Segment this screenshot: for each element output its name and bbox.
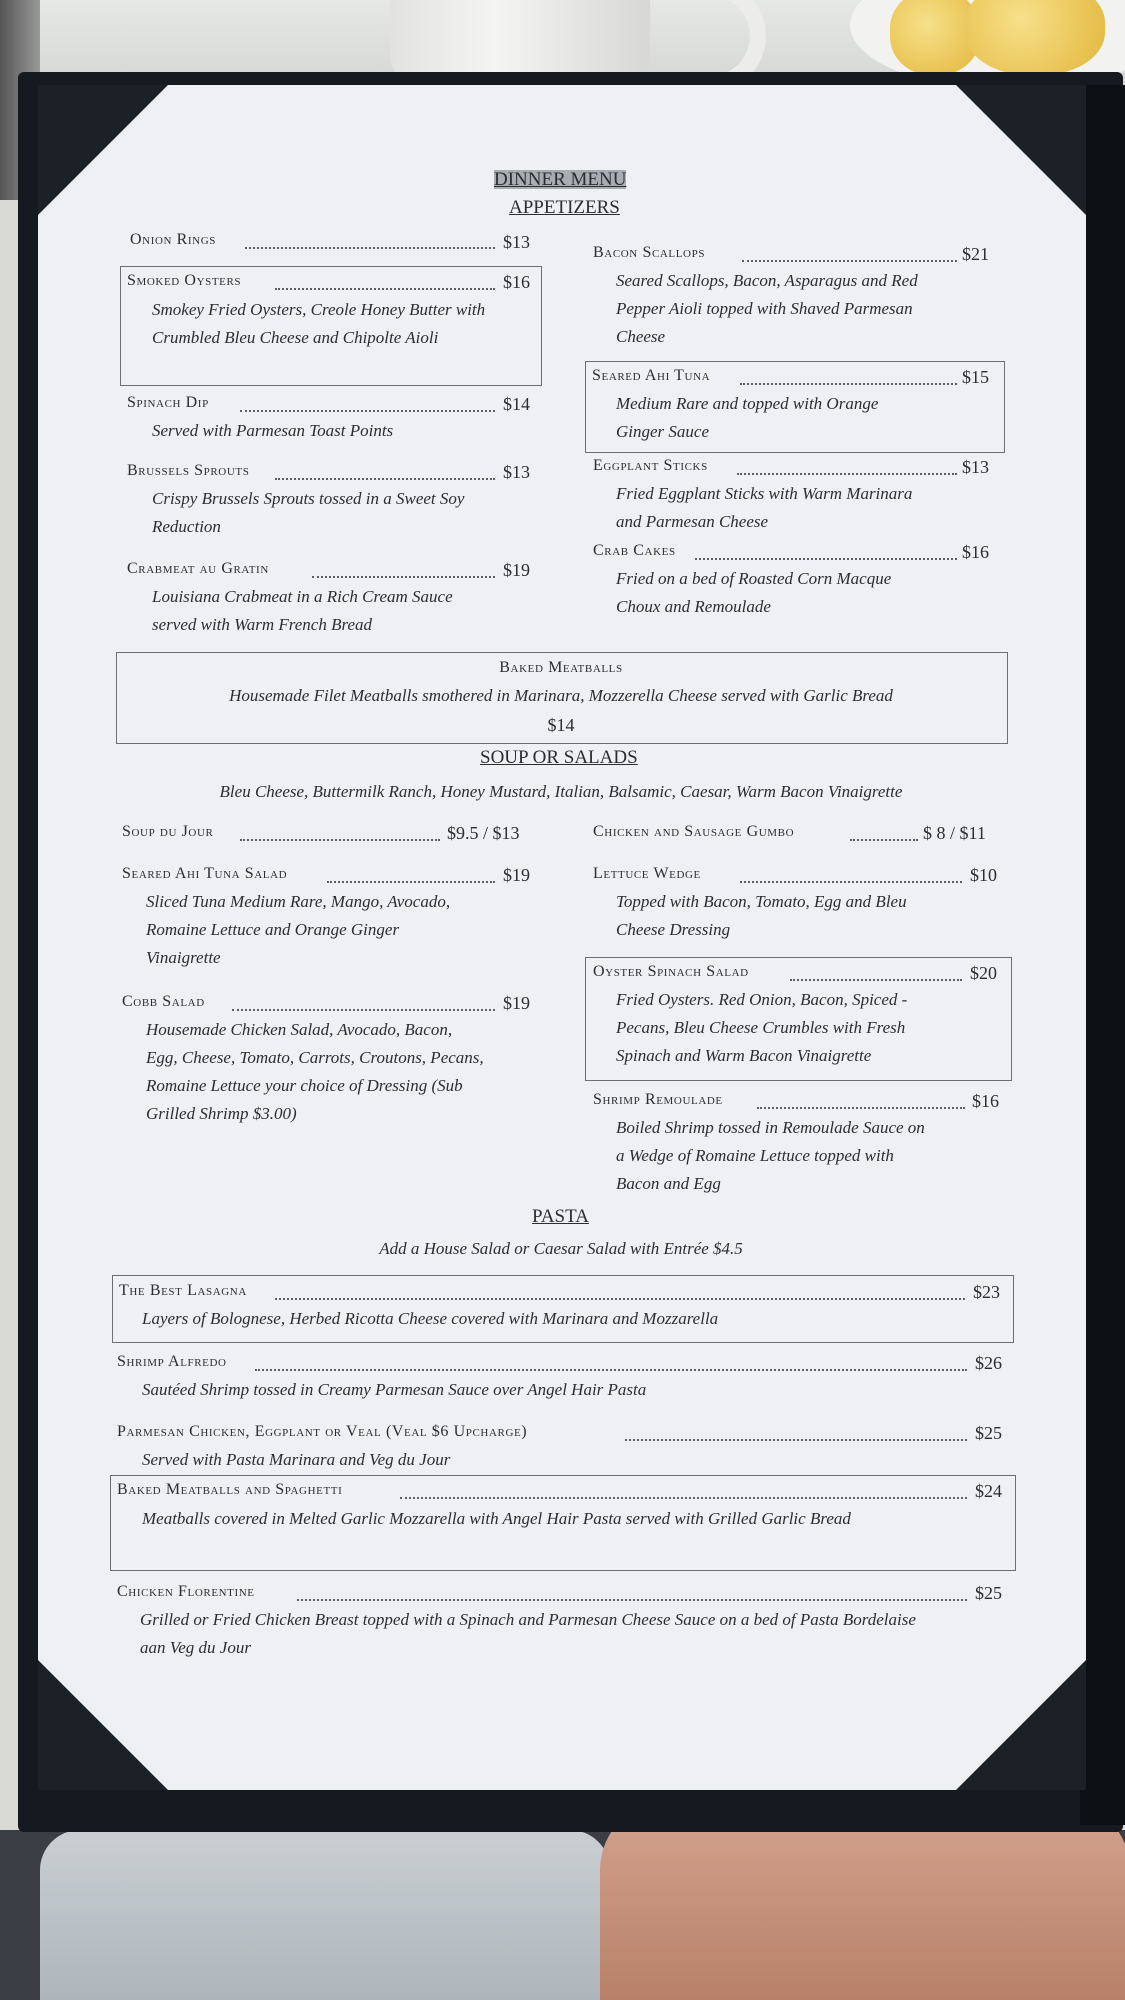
item-seared-ahi-tuna-desc: Medium Rare and topped with Orange Ginger Sauce (616, 394, 879, 441)
item-meatballs-spaghetti-desc: Meatballs covered in Melted Garlic Mozzarella with Angel Hair Pasta served with Grilled Garlic Bread (142, 1509, 851, 1528)
item-brussels-sprouts-desc: Crispy Brussels Sprouts tossed in a Sweet Soy Reduction (152, 489, 465, 536)
item-crab-cakes-name: Crab Cakes (593, 542, 676, 559)
item-lasagna-price: $23 (973, 1282, 1000, 1302)
item-seared-ahi-tuna-price: $15 (962, 367, 989, 387)
item-crab-cakes-desc: Fried on a bed of Roasted Corn Macque Choux and Remoulade (616, 569, 892, 616)
item-parmesan-price: $25 (975, 1423, 1002, 1443)
item-gumbo-price: $ 8 / $11 (923, 823, 986, 843)
leader-dots (240, 410, 495, 412)
item-parmesan-name: Parmesan Chicken, Eggplant or Veal (Veal $6 Upcharge) (117, 1423, 528, 1440)
item-florentine-desc: Grilled or Fried Chicken Breast topped with a Spinach and Parmesan Cheese Sauce on a bed of Pasta Bordelaise aan Veg du Jour (140, 1610, 916, 1657)
item-alfredo-name: Shrimp Alfredo (117, 1353, 227, 1370)
item-meatballs-spaghetti-name: Baked Meatballs and Spaghetti (117, 1481, 343, 1498)
item-spinach-dip-desc: Served with Parmesan Toast Points (152, 421, 394, 440)
item-soup-du-jour-name: Soup du Jour (122, 823, 214, 840)
item-meatballs-spaghetti-price: $24 (975, 1481, 1002, 1501)
pasta-heading: PASTA (532, 1206, 589, 1227)
leader-dots (275, 1298, 965, 1300)
item-ahi-salad-desc: Sliced Tuna Medium Rare, Mango, Avocado, Romaine Lettuce and Orange Ginger Vinaigrette (146, 892, 451, 967)
item-lettuce-wedge-name: Lettuce Wedge (593, 865, 701, 882)
item-crabmeat-name: Crabmeat au Gratin (127, 560, 269, 577)
item-crabmeat-price: $19 (503, 560, 530, 580)
item-eggplant-sticks-name: Eggplant Sticks (593, 457, 708, 474)
menu-title: DINNER MENU (494, 169, 627, 190)
leader-dots (275, 288, 495, 290)
item-crabmeat-desc: Louisiana Crabmeat in a Rich Cream Sauce served with Warm French Bread (152, 587, 453, 634)
leader-dots (757, 1107, 965, 1109)
leader-dots (740, 383, 957, 385)
item-shrimp-remoulade-desc: Boiled Shrimp tossed in Remoulade Sauce on a Wedge of Romaine Lettuce topped with Bacon and Egg (616, 1118, 925, 1193)
dressings-list: Bleu Cheese, Buttermilk Ranch, Honey Mustard, Italian, Balsamic, Caesar, Warm Bacon Vinaigrette (219, 782, 903, 801)
item-parmesan-desc: Served with Pasta Marinara and Veg du Jour (142, 1450, 451, 1469)
leader-dots (240, 839, 440, 841)
item-onion-rings-name: Onion Rings (130, 231, 216, 248)
item-brussels-sprouts-name: Brussels Sprouts (127, 462, 250, 479)
item-cobb-desc: Housemade Chicken Salad, Avocado, Bacon, Egg, Cheese, Tomato, Carrots, Croutons, Pecans, Romaine Lettuce your choice of Dressing (Sub Grilled Shrimp $3.00) (146, 1020, 484, 1123)
leader-dots (850, 839, 918, 841)
item-oyster-spinach-name: Oyster Spinach Salad (593, 963, 749, 980)
pasta-note: Add a House Salad or Caesar Salad with Entrée $4.5 (379, 1239, 743, 1258)
item-spinach-dip-name: Spinach Dip (127, 394, 209, 411)
leader-dots (297, 1599, 967, 1601)
item-smoked-oysters-name: Smoked Oysters (127, 272, 242, 289)
leader-dots (327, 881, 495, 883)
item-baked-meatballs-name: Baked Meatballs (499, 659, 623, 676)
item-shrimp-remoulade-price: $16 (972, 1091, 999, 1111)
leader-dots (232, 1009, 495, 1011)
item-brussels-sprouts-price: $13 (503, 462, 530, 482)
leader-dots (255, 1369, 967, 1371)
item-alfredo-desc: Sautéed Shrimp tossed in Creamy Parmesan Sauce over Angel Hair Pasta (142, 1380, 647, 1399)
leader-dots (742, 260, 957, 262)
item-smoked-oysters-price: $16 (503, 272, 530, 292)
item-shrimp-remoulade-name: Shrimp Remoulade (593, 1091, 723, 1108)
item-bacon-scallops-desc: Seared Scallops, Bacon, Asparagus and Red Pepper Aioli topped with Shaved Parmesan Cheese (616, 271, 918, 346)
item-ahi-salad-price: $19 (503, 865, 530, 885)
item-crab-cakes-price: $16 (962, 542, 989, 562)
item-bacon-scallops-price: $21 (962, 244, 989, 264)
item-soup-du-jour-price: $9.5 / $13 (447, 823, 520, 843)
item-oyster-spinach-price: $20 (970, 963, 997, 983)
appetizers-heading: APPETIZERS (509, 197, 620, 218)
item-seared-ahi-tuna-name: Seared Ahi Tuna (592, 367, 711, 384)
item-lettuce-wedge-desc: Topped with Bacon, Tomato, Egg and Bleu Cheese Dressing (616, 892, 907, 939)
item-ahi-salad-name: Seared Ahi Tuna Salad (122, 865, 288, 882)
item-gumbo-name: Chicken and Sausage Gumbo (593, 823, 795, 840)
item-spinach-dip-price: $14 (503, 394, 530, 414)
leader-dots (695, 558, 957, 560)
item-bacon-scallops-name: Bacon Scallops (593, 244, 706, 261)
item-eggplant-sticks-price: $13 (962, 457, 989, 477)
item-florentine-name: Chicken Florentine (117, 1583, 255, 1600)
item-baked-meatballs-desc: Housemade Filet Meatballs smothered in Marinara, Mozzerella Cheese served with Garlic Bread (229, 686, 893, 705)
leader-dots (245, 247, 495, 249)
leader-dots (312, 576, 495, 578)
leader-dots (737, 473, 957, 475)
item-lettuce-wedge-price: $10 (970, 865, 997, 885)
item-oyster-spinach-desc: Fried Oysters. Red Onion, Bacon, Spiced - Pecans, Bleu Cheese Crumbles with Fresh Spinach and Warm Bacon Vinaigrette (616, 990, 908, 1065)
item-baked-meatballs-price: $14 (547, 715, 575, 735)
leader-dots (400, 1497, 967, 1499)
leader-dots (625, 1439, 967, 1441)
leader-dots (275, 478, 495, 480)
leader-dots (790, 979, 962, 981)
item-cobb-price: $19 (503, 993, 530, 1013)
item-alfredo-price: $26 (975, 1353, 1002, 1373)
item-onion-rings-price: $13 (503, 232, 530, 252)
soup-salads-heading: SOUP OR SALADS (480, 747, 638, 768)
leader-dots (740, 881, 962, 883)
item-lasagna-name: The Best Lasagna (119, 1282, 247, 1299)
item-florentine-price: $25 (975, 1583, 1002, 1603)
item-smoked-oysters-desc: Smokey Fried Oysters, Creole Honey Butter with Crumbled Bleu Cheese and Chipolte Aioli (152, 300, 486, 347)
item-lasagna-desc: Layers of Bolognese, Herbed Ricotta Cheese covered with Marinara and Mozzarella (142, 1309, 719, 1328)
item-cobb-name: Cobb Salad (122, 993, 205, 1010)
item-eggplant-sticks-desc: Fried Eggplant Sticks with Warm Marinara and Parmesan Cheese (616, 484, 913, 531)
